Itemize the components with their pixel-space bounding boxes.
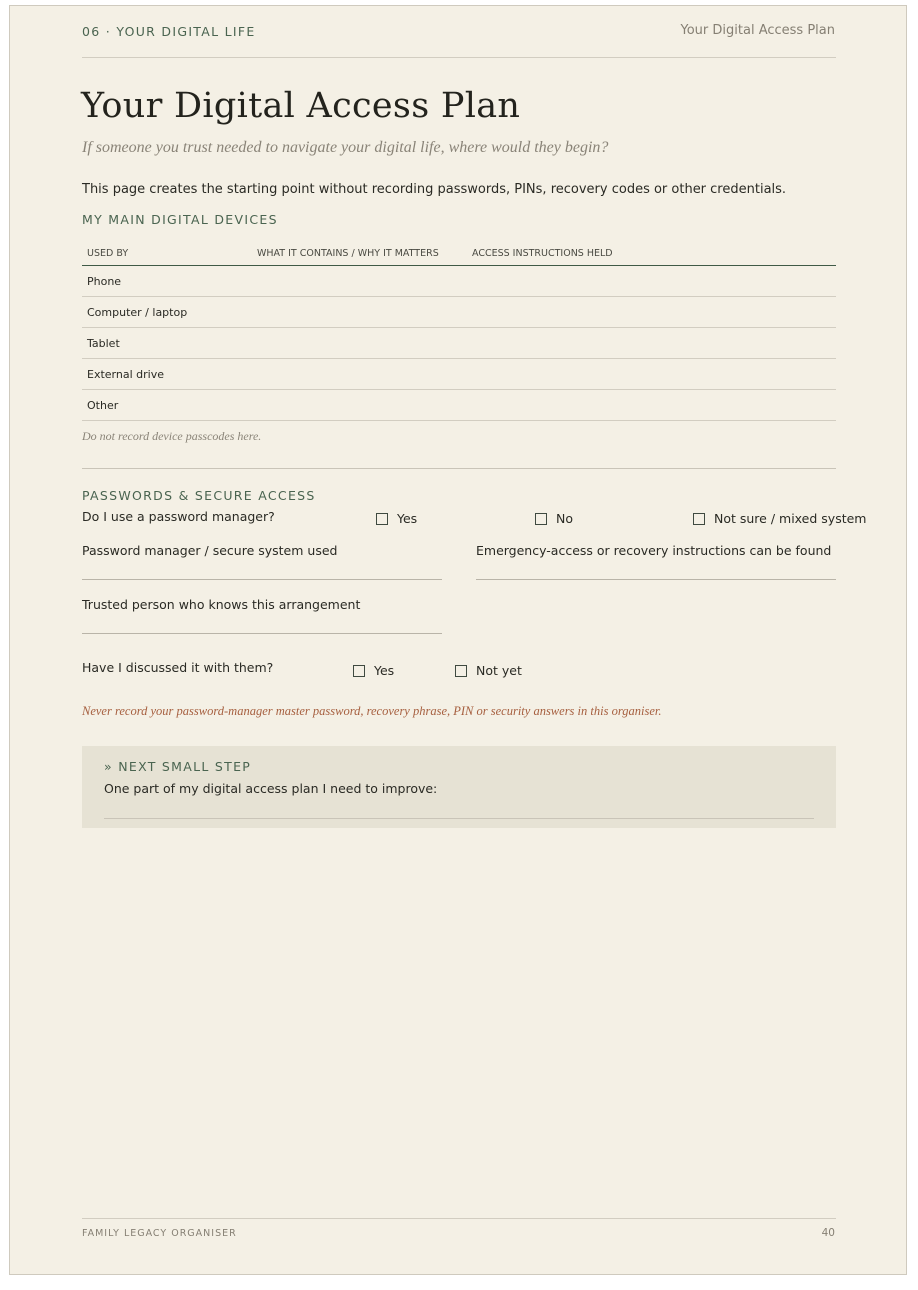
device-name: Computer / laptop: [82, 297, 252, 328]
device-contents-cell[interactable]: [252, 297, 467, 328]
column-header-used-by: USED BY: [82, 241, 252, 266]
option-label: Not sure / mixed system: [714, 511, 867, 526]
header-divider: [82, 57, 836, 58]
device-name: External drive: [82, 359, 252, 390]
passwords-heading: PASSWORDS & SECURE ACCESS: [82, 488, 316, 503]
field-label-emergency-access: Emergency-access or recovery instructions can be found: [476, 543, 832, 558]
checkbox-square-icon[interactable]: [353, 665, 365, 677]
device-name: Phone: [82, 266, 252, 297]
device-name: Other: [82, 390, 252, 421]
device-access-cell[interactable]: [467, 297, 836, 328]
checkbox-square-icon[interactable]: [693, 513, 705, 525]
section-divider: [82, 468, 836, 469]
next-step-heading: » NEXT SMALL STEP: [104, 759, 252, 774]
device-contents-cell[interactable]: [252, 359, 467, 390]
discussed-not-yet-checkbox[interactable]: [455, 663, 522, 678]
password-manager-question: Do I use a password manager?: [82, 509, 275, 524]
next-step-answer-field[interactable]: [104, 818, 814, 819]
running-header-page-name: Your Digital Access Plan: [680, 23, 835, 38]
discussed-question: Have I discussed it with them?: [82, 660, 274, 675]
discussed-yes-checkbox[interactable]: [353, 663, 394, 678]
option-not-sure-checkbox[interactable]: [693, 511, 866, 526]
device-access-cell[interactable]: [467, 266, 836, 297]
field-label-password-manager: Password manager / secure system used: [82, 543, 338, 558]
option-label: Yes: [374, 663, 395, 678]
device-contents-cell[interactable]: [252, 328, 467, 359]
field-label-trusted-person: Trusted person who knows this arrangement: [82, 597, 361, 612]
checkbox-square-icon[interactable]: [455, 665, 467, 677]
table-row: [82, 328, 836, 359]
table-row: [82, 266, 836, 297]
next-step-prompt: One part of my digital access plan I need to improve:: [104, 781, 438, 796]
trusted-person-field[interactable]: [82, 633, 442, 634]
option-yes-checkbox[interactable]: [376, 511, 417, 526]
emergency-access-field[interactable]: [476, 579, 836, 580]
checkbox-square-icon[interactable]: [376, 513, 388, 525]
running-header-section: 06 · YOUR DIGITAL LIFE: [82, 24, 256, 39]
option-label: No: [556, 511, 573, 526]
security-warning: Never record your password-manager master password, recovery phrase, PIN or security answers in this organiser.: [82, 704, 662, 718]
device-contents-cell[interactable]: [252, 390, 467, 421]
column-header-contents: WHAT IT CONTAINS / WHY IT MATTERS: [252, 241, 467, 266]
footer-title: FAMILY LEGACY ORGANISER: [82, 1228, 237, 1239]
table-row: [82, 390, 836, 421]
device-name: Tablet: [82, 328, 252, 359]
option-label: Not yet: [476, 663, 522, 678]
device-access-cell[interactable]: [467, 390, 836, 421]
table-row: [82, 297, 836, 328]
checkbox-square-icon[interactable]: [535, 513, 547, 525]
option-label: Yes: [397, 511, 418, 526]
device-contents-cell[interactable]: [252, 266, 467, 297]
page-title: Your Digital Access Plan: [81, 86, 521, 126]
password-manager-field[interactable]: [82, 579, 442, 580]
page-number: 40: [821, 1227, 835, 1239]
devices-header-row: [82, 241, 836, 266]
column-header-access: ACCESS INSTRUCTIONS HELD: [467, 241, 836, 266]
page: [9, 5, 907, 1275]
option-no-checkbox[interactable]: [535, 511, 573, 526]
device-access-cell[interactable]: [467, 359, 836, 390]
table-row: [82, 359, 836, 390]
device-access-cell[interactable]: [467, 328, 836, 359]
next-step-panel: [82, 746, 836, 828]
intro-text: This page creates the starting point without recording passwords, PINs, recovery codes or other credentials.: [82, 182, 787, 197]
page-subtitle: If someone you trust needed to navigate your digital life, where would they begin?: [82, 139, 609, 156]
devices-note: Do not record device passcodes here.: [82, 429, 262, 443]
devices-heading: MY MAIN DIGITAL DEVICES: [82, 212, 278, 227]
footer-divider: [82, 1218, 836, 1219]
devices-table: [82, 241, 836, 421]
